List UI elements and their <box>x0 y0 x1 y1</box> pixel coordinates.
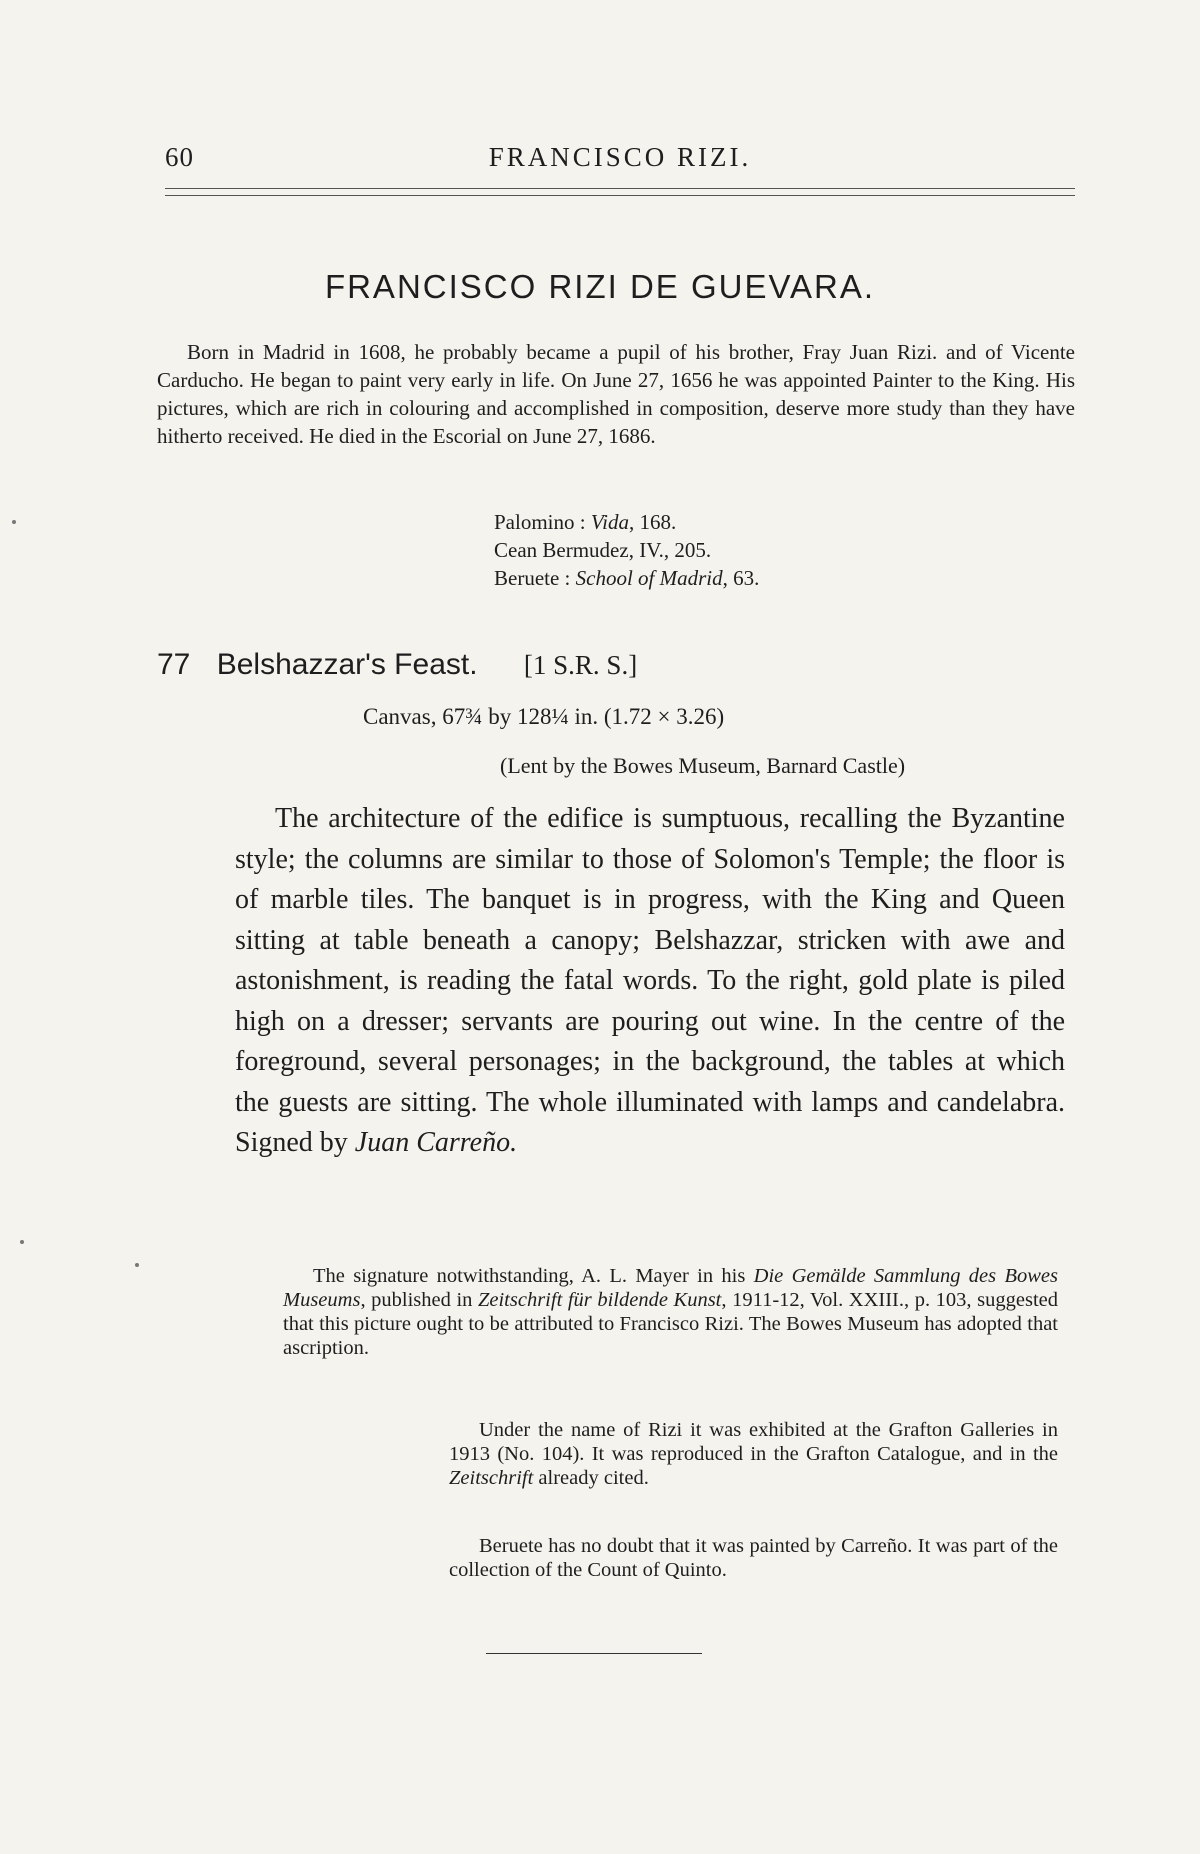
references-list <box>494 508 759 592</box>
note-attribution: The signature notwithstanding, A. L. Mayer in his Die Gemälde Sammlung des Bowes Museums, published in Zeitschrift für bildende Kunst, 1911-12, Vol. XXIII., p. 103, suggested that this picture ought to be attributed to Francisco Rizi. The Bowes Museum has adopted that ascription. <box>283 1265 1058 1359</box>
paper-speck <box>20 1240 24 1244</box>
biography-paragraph: Born in Madrid in 1608, he probably became a pupil of his brother, Fray Juan Rizi. and of Vicente Carducho. He began to paint very early in life. On June 27, 1656 he was appointed Painter to the King. His pictures, which are rich in colouring and accomplished in composition, deserve more study than they have hitherto received. He died in the Escorial on June 27, 1686. <box>157 340 1075 448</box>
entry-title: Belshazzar's Feast. <box>216 648 478 681</box>
page-header <box>165 142 1075 182</box>
reference-item: Cean Bermudez, IV., 205. <box>494 538 712 562</box>
canvas-dimensions: Canvas, 67¾ by 128¼ in. (1.72 × 3.26) <box>363 704 725 729</box>
end-rule <box>486 1653 702 1654</box>
reference-item: Beruete : School of Madrid, 63. <box>494 566 760 590</box>
reference-item: Palomino : Vida, 168. <box>494 510 677 534</box>
header-rule <box>165 188 1075 196</box>
page-number: 60 <box>165 142 194 172</box>
lender-credit: (Lent by the Bowes Museum, Barnard Castle) <box>500 753 906 778</box>
note-exhibition: Under the name of Rizi it was exhibited at the Grafton Galleries in 1913 (No. 104). It was reproduced in the Grafton Catalogue, and in the Zeitschrift already cited. <box>449 1419 1058 1489</box>
section-title: FRANCISCO RIZI DE GUEVARA. <box>324 268 876 305</box>
catalogue-entry-heading <box>157 648 637 682</box>
entry-description: The architecture of the edifice is sumptuous, recalling the Byzantine style; the columns are similar to those of Solomon's Temple; the floor is of marble tiles. The banquet is in progress, with the King and Queen sitting at table beneath a canopy; Belshazzar, stricken with awe and astonishment, is reading the fatal words. To the right, gold plate is piled high on a dresser; servants are pouring out wine. In the centre of the foreground, several personages; in the background, the tables at which the guests are sitting. The whole illuminated with lamps and candelabra. Signed by Juan Carreño. <box>235 803 1065 1158</box>
entry-tag: [1 S.R. S.] <box>523 650 638 680</box>
running-title: FRANCISCO RIZI. <box>488 142 752 172</box>
paper-speck <box>12 520 16 524</box>
paper-speck <box>135 1263 139 1267</box>
note-beruete: Beruete has no doubt that it was painted by Carreño. It was part of the collection of the Count of Quinto. <box>449 1535 1058 1581</box>
signature-name: Juan Carreño. <box>354 1127 518 1158</box>
entry-number: 77 <box>157 648 191 681</box>
